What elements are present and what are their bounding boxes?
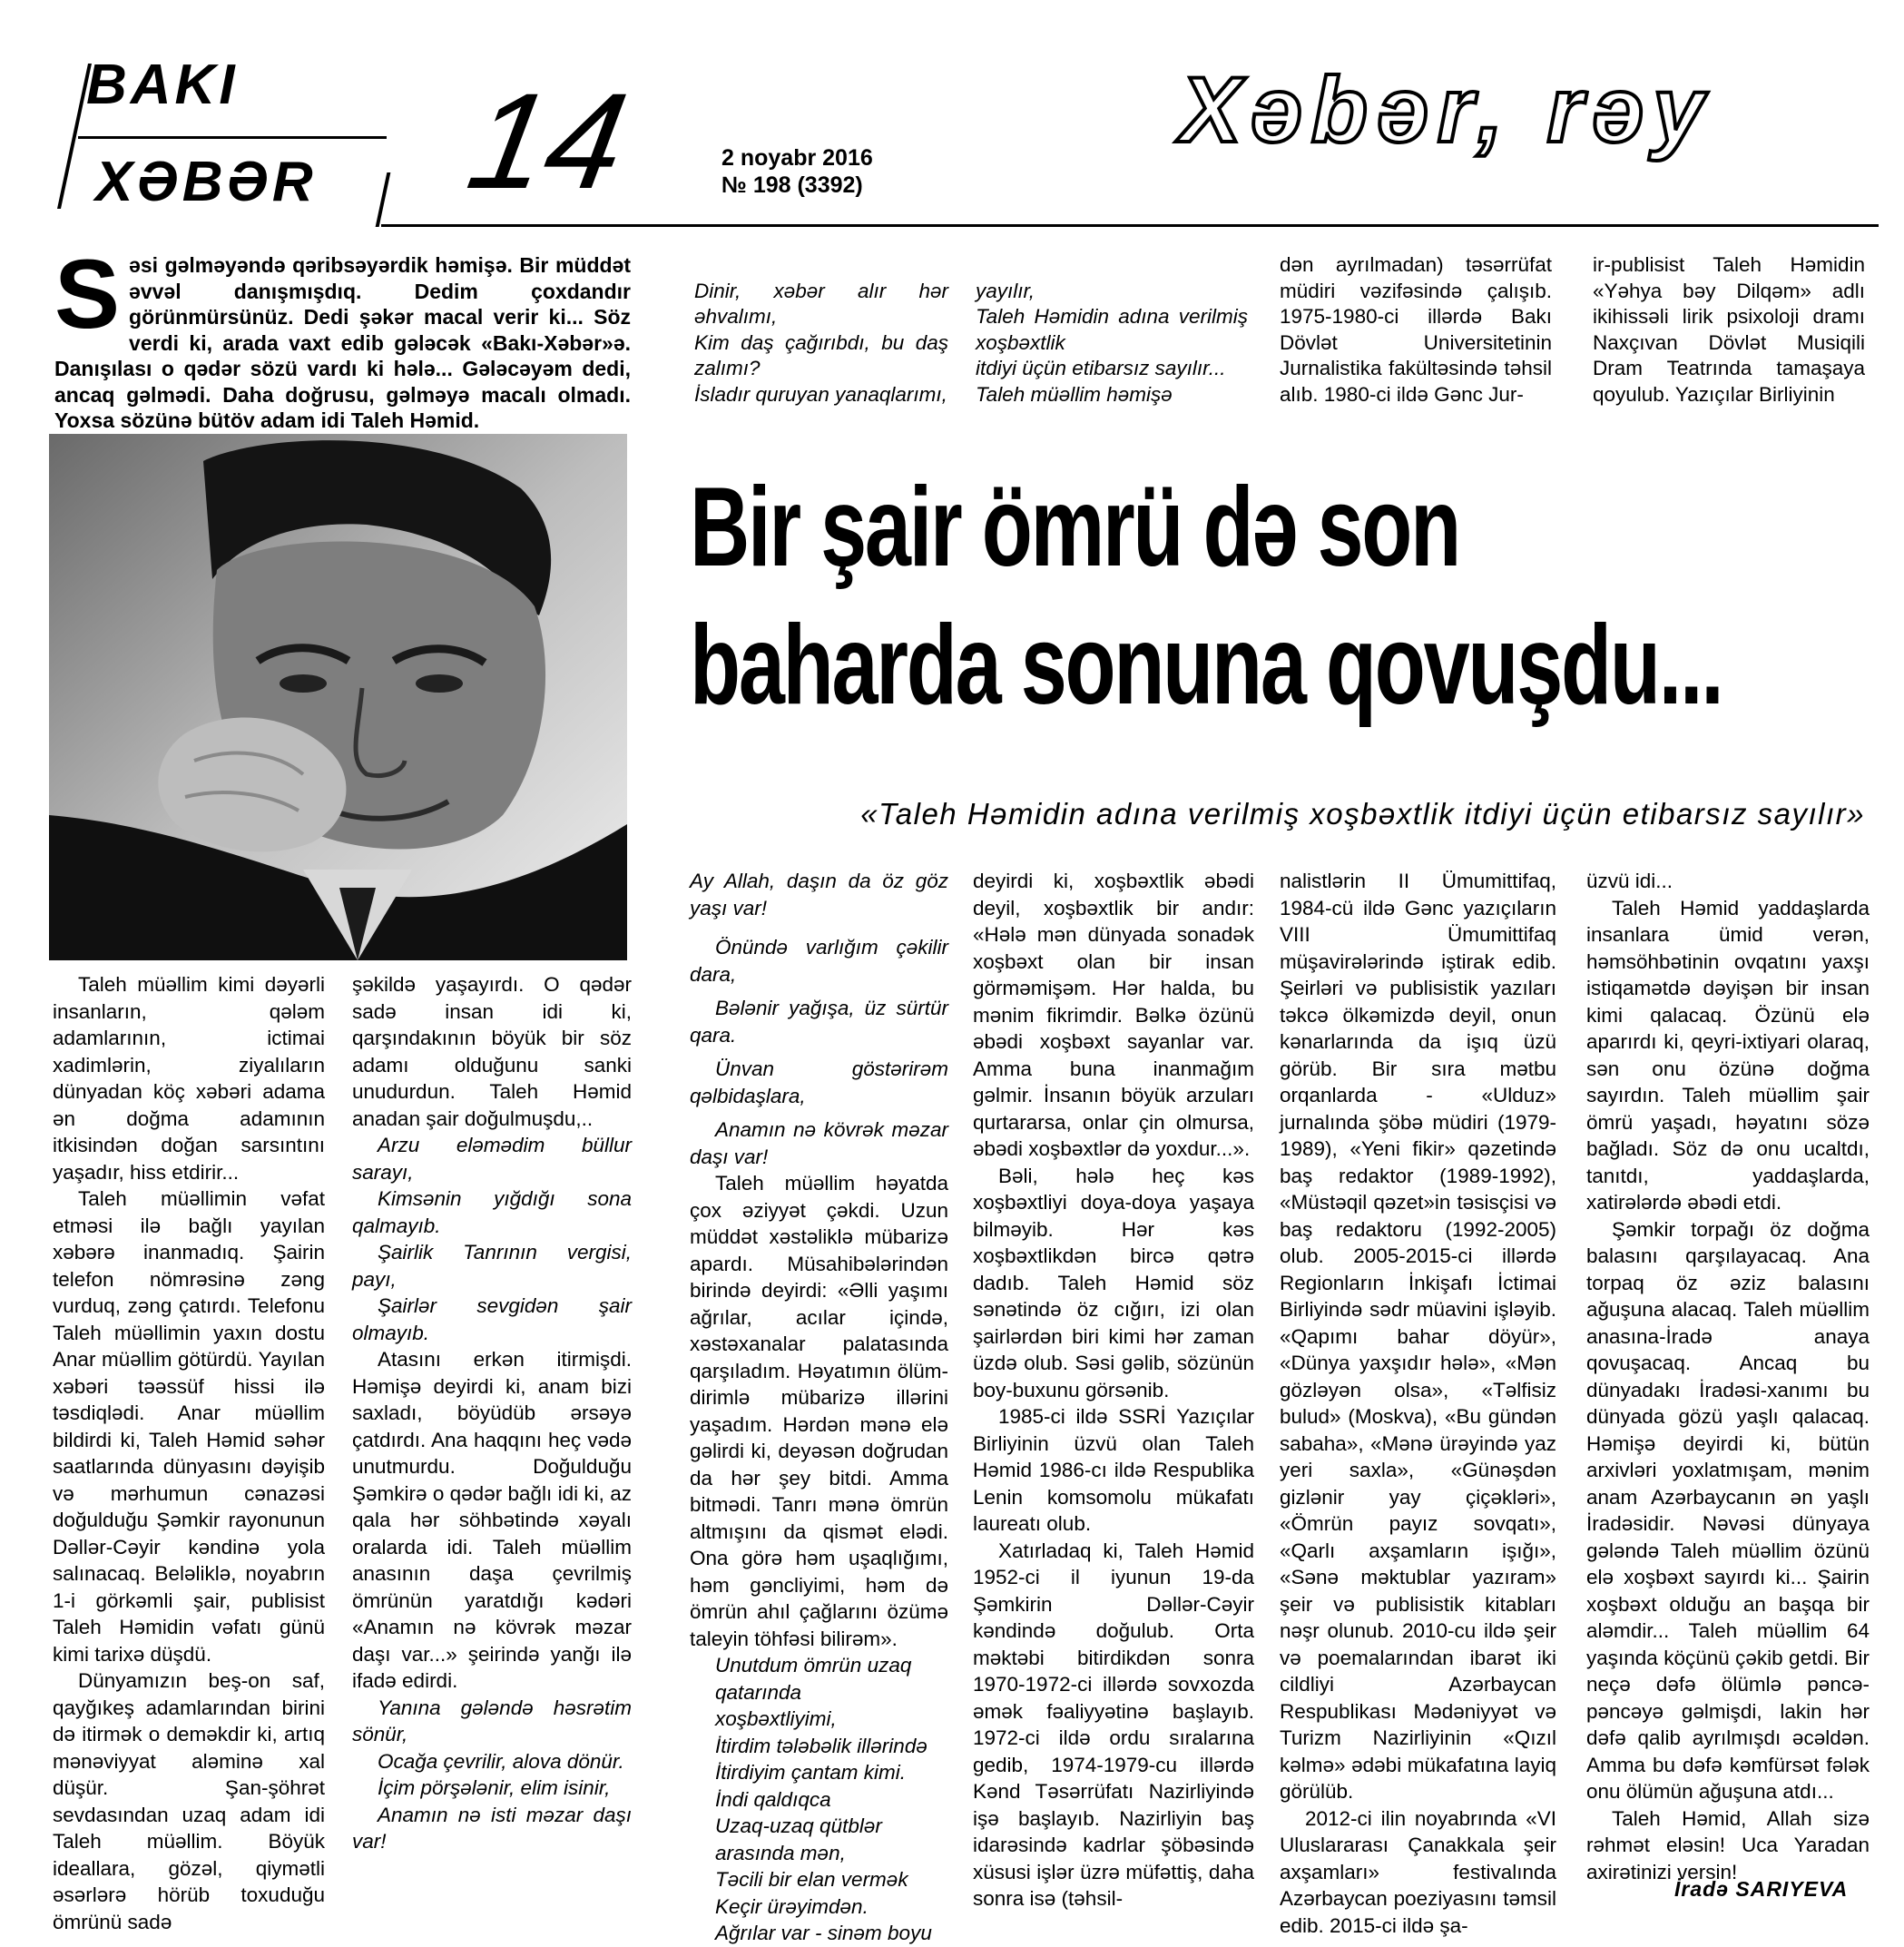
top-column-4-text: dən ayrılmadan) təsərrüfat müdiri vəzifəsində çalışıb. 1975-1980-ci illərdə Bakı Dövlət Universitetinin Jurnalistika fakültəsində təhsil alıb. 1980-ci ildə Gənc Jur- xyxy=(1280,253,1552,406)
poem-line: Anamın nə kövrək məzar daşı var! xyxy=(690,1118,948,1168)
paragraph: deyirdi ki, xoşbəxtlik əbədi deyil, xoşbəxtlik bir andır: «Hələ mən dünyada sonadək xoşbəxt olan bir insan görməmişəm. Hər halda, bu mənim fikrimdir. Bəlkə özünü əbədi xoşbəxt sayanlar var. Amma buna inanmağım gəlmir. İnsanın böyük arzuları qurtararsa, onlar çin olmursa, əbədi xoşbəxtlər də yoxdur...». xyxy=(973,870,1254,1160)
paragraph: Taleh müəllim həyatda çox əziyyət çəkdi. Uzun müddət xəstəliklə mübarizə apardı. Müsahibələrindən birində deyirdi: «Əlli yaşımı ağrılar, acılar içində, xəstəxanalar palatasında qarşıladım. Həyatımın ölüm-dirimlə mübarizə illərini yaşadım. Hərdən mənə elə gəlirdi ki, deyəsən doğrudan da hər şey bitdi. Amma bitmədi. Tanrı mənə ömrün altmışını da qismət elədi. Ona görə həm uşaqlığımı, həm gəncliyimi, həm də ömrün ahıl çağlarını özümə taleyin töhfəsi bilirəm». xyxy=(690,1172,948,1650)
dropcap: S xyxy=(54,239,121,349)
author-portrait-photo xyxy=(49,434,627,960)
top-column-3 xyxy=(976,252,1248,408)
issue-number: № 198 (3392) xyxy=(721,172,863,198)
poem-line: Anamın nə isti məzar daşı var! xyxy=(352,1803,632,1853)
paragraph: Atasını erkən itirmişdi. Həmişə deyirdi ki, anam bizi saxladı, böyüdüb ərsəyə çatdırdı. Ana haqqını heç vədə unutmurdu. Doğulduğu Şəmkirə o qədər bağlı idi ki, az qala hər söhbətində xəyalı oralarda idi. Taleh müəllim anasının daşa çevrilmiş ömrünün yaratdığı kədəri «Anamın nə kövrək məzar daşı var...» şeirində yanğı ilə ifadə edirdi. xyxy=(352,1348,632,1692)
paragraph: 2012-ci ilin noyabrında «VI Uluslararası Çanakkala şeir axşamları» festivalında Azərbaycan poeziyasını təmsil edib. 2015-ci ildə şa- xyxy=(1280,1806,1556,1937)
poem-line: Ocağa çevrilir, alova dönür. xyxy=(378,1749,624,1773)
poem-line: İçim pörşələnir, elim isinir, xyxy=(378,1776,611,1799)
article-headline xyxy=(690,458,1722,734)
body-column-5 xyxy=(1280,868,1556,1939)
paragraph: üzvü idi... xyxy=(1586,870,1673,892)
poem-line: Ay Allah, daşın da öz göz yaşı var! xyxy=(690,870,948,919)
masthead-rule xyxy=(381,224,1879,227)
paragraph: Taleh müəllimin vəfat etməsi ilə bağlı yayılan xəbərə inanmadıq. Şairin telefon nömrəsinə zəng vurduq, zəng çatırdı. Telefonu Taleh müəllimin yaxın dostu Anar müəllim götürdü. Yayılan xəbəri təəssüf hissi ilə təsdiqlədi. Anar müəllim bildirdi ki, Taleh Həmid səhər saatlarında dünyasını dəyişib və mərhumun cənazəsi doğulduğu Şəmkir rayonunun Dəllər-Cəyir kəndinə yola salınacaq. Beləliklə, noyabrın 1-i görkəmli şair, publisist Taleh Həmidin vəfatı günü kimi tarixə düşdü. xyxy=(53,1187,325,1666)
paragraph: nalistlərin II Ümumittifaq, 1984-cü ildə Gənc yazıçıların VIII Ümumittifaq müşavirələrində iştirak edib. Şeirləri və publisistik yazıları təkcə ölkəmizdə deyil, onun kənarlarında da işıq üzü görüb. Bir sıra mətbu orqanlarda - «Ulduz» jurnalında şöbə müdiri (1979-1989), «Yeni fikir» qəzetində baş redaktor (1989-1992), «Müstəqil qəzet»in təsisçisi və baş redaktoru (1992-2005) olub. 2005-2015-ci illərdə Regionların İnkişafı İctimai Birliyində sədr müavini işləyib. «Qapımı bahar döyür», «Dünya yaxşıdır hələ», «Mən gözləyən olsa», «Təlfisiz bulud» (Moskva), «Bu gündən sabaha», «Mənə ürəyində yaz yeri saxla», «Günəşdən gizlənir yay çiçəkləri», «Ömrün payız sovqatı», «Qarlı axşamların işığı», «Sənə məktublar yazıram» şeir və publisistik kitabları nəşr olunub. 2010-cu ildə şeir və poemalarından ibarət iki cildliyi Azərbaycan Respublikası Mədəniyyət və Turizm Nazirliyinin «Qızıl kəlmə» ədəbi mükafatına layiq görülüb. xyxy=(1280,870,1556,1803)
logo-rule xyxy=(78,136,387,139)
article-intro xyxy=(54,239,631,434)
top-column-5 xyxy=(1593,252,1865,408)
top-column-2 xyxy=(694,252,948,408)
page-number: 14 xyxy=(458,64,637,217)
paragraph: 1985-ci ildə SSRİ Yazıçılar Birliyinin üzvü olan Taleh Həmid 1986-cı ildə Respublika Lenin komsomolu mükafatı laureatı olub. xyxy=(973,1405,1254,1535)
body-column-1 xyxy=(53,971,325,1935)
logo-line2: XƏBƏR xyxy=(95,151,317,213)
poem-line: Şairlik Tanrının vergisi, payı, xyxy=(352,1241,632,1291)
poem-line: Arzu eləmədim büllur sarayı, xyxy=(352,1134,632,1184)
issue-date: 2 noyabr 2016 xyxy=(721,145,873,171)
top-column-2-text: Dinir, xəbər alır hər əhvalımı, Kim daş çağırıbdı, bu daş zalımı? İsladır quruyan yanaqlarımı, xyxy=(694,279,948,406)
logo-line1: BAKI xyxy=(86,54,239,116)
top-column-3-text: yayılır, Taleh Həmidin adına verilmiş xoşbəxtlik itdiyi üçün etibarsız sayılır... Taleh müəllim həmişə xyxy=(976,279,1248,406)
body-column-3 xyxy=(690,868,948,1947)
poem-line: Yanına gələndə həsrətim sönür, xyxy=(352,1696,632,1745)
body-column-4 xyxy=(973,868,1254,1913)
headline-line1: Bir şair ömrü də son xyxy=(690,465,1459,590)
section-title: Xəbər, rəy xyxy=(1180,58,1713,162)
logo-slash-right xyxy=(376,172,391,227)
paragraph: Dünyamızın beş-on saf, qayğıkeş adamlarından birini də itirmək o deməkdir ki, artıq mənəviyyat aləminə xal düşür. Şan-şöhrət sevdasından uzaq adam idi Taleh müəllim. Böyük ideallara, gözəl, qiymətli əsərlərə hörüb toxuduğu ömrünü sadə xyxy=(53,1669,325,1933)
top-column-5-text: ir-publisist Taleh Həmidin «Yəhya bəy Dilqəm» adlı ikihissəli lirik psixoloji dramı Naxçıvan Dövlət Musiqili Dram Teatrında tamaşaya qoyulub. Yazıçılar Birliyinin xyxy=(1593,253,1865,406)
paragraph: şəkildə yaşayırdı. O qədər sadə insan idi ki, qarşındakının böyük bir söz adamı olduğunu sanki unudurdun. Taleh Həmid anadan şair doğulmuşdu,.. xyxy=(352,973,632,1130)
poem-line: Bələnir yağışa, üz sürtür qara. xyxy=(690,997,948,1047)
portrait-illustration xyxy=(49,434,627,960)
body-column-6 xyxy=(1586,868,1870,1885)
article-subhead: «Taleh Həmidin adına verilmiş xoşbəxtlik itdiyi üçün etibarsız sayılır» xyxy=(860,797,1865,831)
paragraph: Bəli, hələ heç kəs xoşbəxtliyi doya-doya yaşaya bilməyib. Hər kəs xoşbəxtlikdən bircə qətrə dadıb. Taleh Həmid söz sənətində öz cığırı, izi olan şairlərdən biri kimi hər zaman üzdə olub. Səsi gəlib, sözünün boy-buxunu görsənib. xyxy=(973,1164,1254,1401)
poem-line: Şairlər sevgidən şair olmayıb. xyxy=(352,1294,632,1344)
poem-block: Unutdum ömrün uzaq qatarında xoşbəxtliyimi, İtirdim tələbəlik illərində İtirdiyim çantam kimi. İndi qaldıqca Uzaq-uzaq qütblər arasında mən, Təcili bir elan vermək Keçir ürəyimdən. Ağrılar var - sinəm boyu xyxy=(715,1654,932,1944)
intro-text: əsi gəlməyəndə qəribsəyərdik həmişə. Bir müddət əvvəl danışmışdıq. Dedim çoxdandır görünmürsünüz. Dedi şəkər macal verir ki... Söz verdi ki, arada vaxt edib gələcək «Bakı-Xəbər»ə. Danışılası o qədər sözü vardı ki hələ... Gələcəyəm dedi, ancaq gəlmədi. Daha doğrusu, gəlməyə macalı olmadı. Yoxsa sözünə bütöv adam idi Taleh Həmid. xyxy=(54,253,631,432)
body-column-2 xyxy=(352,971,632,1855)
paragraph: Taleh Həmid, Allah sizə rəhmət eləsin! Uca Yaradan axirətinizi versin! xyxy=(1586,1806,1870,1883)
headline-line2: baharda sonuna qovuşdu... xyxy=(690,603,1722,728)
poem-line: Önündə varlığım çəkilir dara, xyxy=(690,936,948,986)
author-signature: İradə SARIYEVA xyxy=(1674,1877,1849,1901)
paragraph: Şəmkir torpağı öz doğma balasını qarşılayacaq. Ana torpaq öz əziz balasını ağuşuna alacaq. Taleh müəllim anasına-İradə anaya qovuşacaq. Ancaq bu dünyadakı İradəsi-xanımı bu dünyada gözü yaşlı qalacaq. Həmişə deyirdi ki, bütün arxivləri yoxlatmışam, mənim anam Azərbaycanın ən yaşlı İradəsidir. Nəvəsi dünyaya gələndə Taleh müəllim özünü elə xoşbəxt sayırdı ki... Şairin xoşbəxt olduğu an başqa bir aləmdir... Taleh müəllim 64 yaşında köçünü çəkib getdi. Bir neçə dəfə ölümlə pəncə-pəncəyə gəlmişdi, lakin hər dəfə qalib ayrılmışdı əcəldən. Amma bu dəfə kəmfürsət fələk onu ölümün ağuşuna atdı... xyxy=(1586,1217,1870,1803)
top-column-4 xyxy=(1280,252,1552,408)
paragraph: Xatırladaq ki, Taleh Həmid 1952-ci il iyunun 19-da Şəmkirin Dəllər-Cəyir kəndində doğulub. Orta məktəbi bitirdikdən sonra 1970-1972-ci illərdə sovxozda əmək fəaliyyətinə başlayıb. 1972-ci ildə ordu sıralarına gedib, 1974-1979-cu illərdə Kənd Təsərrüfatı Nazirliyində işə başlayıb. Nazirliyin baş idarəsində kadrlar şöbəsində xüsusi işlər üzrə müfəttiş, daha sonra isə (təhsil- xyxy=(973,1539,1254,1910)
paragraph: Taleh müəllim kimi dəyərli insanların, qələm adamlarının, ictimai xadimlərin, ziyalıların dünyadan köç xəbəri adama ən doğma adamının itkisindən doğan sarsıntını yaşadır, hiss etdirir... xyxy=(53,973,325,1184)
poem-line: Ünvan göstərirəm qəlbidaşlara, xyxy=(690,1057,948,1107)
poem-line: Kimsənin yığdığı sona qalmayıb. xyxy=(352,1187,632,1237)
paragraph: Taleh Həmid yaddaşlarda insanlara ümid verən, həmsöhbətinin ovqatını yaxşı istiqamətdə dəyişən bir insan kimi qalacaq. Özünü elə aparırdı ki, qeyri-ixtiyari olaraq, sən onu özünə doğma sayırdın. Taleh müəllim şair ömrü yaşadı, həyatını sözə bağladı. Söz də onu ucaltdı, tanıtdı, yaddaşlarda, xatirələrdə əbədi etdi. xyxy=(1586,896,1870,1214)
